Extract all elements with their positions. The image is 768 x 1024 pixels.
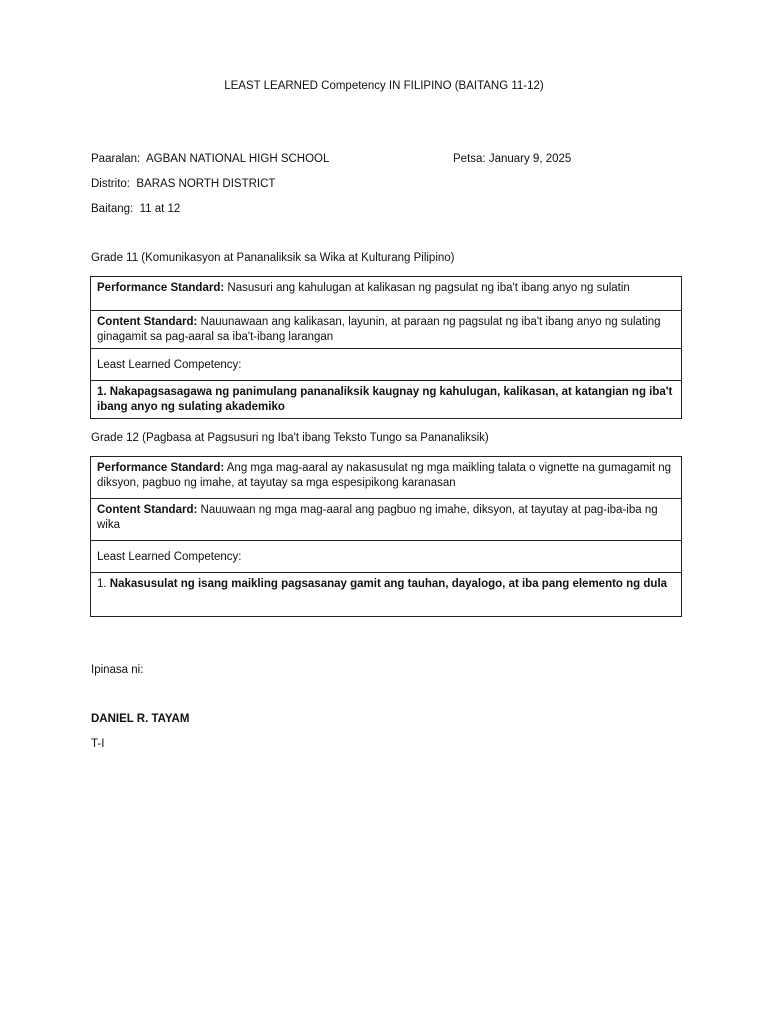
document-title: LEAST LEARNED Competency IN FILIPINO (BAITANG 11-12) (224, 80, 544, 92)
grade11-content-text: Nauunawaan ang kalikasan, layunin, at paraan ng pagsulat ng iba't ibang anyo ng sulating ginagamit sa pag-aaral sa iba't-ibang larangan (97, 316, 661, 343)
grade-level-value: 11 at 12 (139, 203, 181, 215)
grade11-llc-header-row (91, 349, 682, 381)
district-line (91, 178, 275, 190)
grade11-content-label: Content Standard: (97, 316, 198, 328)
grade11-performance-text: Nasusuri ang kahulugan at kalikasan ng pagsulat ng iba't ibang anyo ng sulatin (227, 282, 630, 294)
signatory-position: T-I (91, 738, 105, 750)
grade11-llc-item: 1. Nakapagsasagawa ng panimulang pananaliksik kaugnay ng kahulugan, kalikasan, at katangian ng iba't ibang anyo ng sulating akademiko (97, 386, 673, 413)
grade12-llc-header-row (91, 541, 682, 573)
date-value: January 9, 2025 (488, 153, 572, 165)
grade12-content-row (91, 499, 682, 541)
grade11-performance-label: Performance Standard: (97, 282, 225, 294)
grade11-standards-table (90, 276, 682, 419)
grade12-content-text: Nauuwaan ng mga mag-aaral ang pagbuo ng imahe, diksyon, at tayutay at pag-iba-iba ng wika (97, 504, 658, 531)
school-value: AGBAN NATIONAL HIGH SCHOOL (146, 153, 330, 165)
grade12-performance-row (91, 457, 682, 499)
grade11-llc-label: Least Learned Competency: (97, 358, 242, 371)
grade12-llc-item-row (91, 573, 682, 617)
signatory-name: DANIEL R. TAYAM (91, 713, 190, 725)
date-label: Petsa: (453, 153, 486, 165)
grade11-performance-row (91, 277, 682, 311)
grade11-caption: Grade 11 (Komunikasyon at Pananaliksik sa Wika at Kulturang Pilipino) (91, 252, 455, 264)
grade12-content-label: Content Standard: (97, 504, 198, 516)
grade11-content-row (91, 311, 682, 349)
grade12-llc-label: Least Learned Competency: (97, 550, 242, 563)
grade11-llc-item-row (91, 381, 682, 419)
district-value: BARAS NORTH DISTRICT (136, 178, 276, 190)
grade-level-label: Baitang: (91, 203, 134, 215)
grade12-performance-text: Ang mga mag-aaral ay nakasusulat ng mga maikling talata o vignette na gumagamit ng diksyon, pagbuo ng imahe, at tayutay sa mga espesipikong karanasan (97, 462, 672, 489)
date-line (453, 153, 571, 165)
district-label: Distrito: (91, 178, 130, 190)
school-label: Paaralan: (91, 153, 141, 165)
grade12-llc-number: 1. (97, 578, 107, 590)
school-line (91, 153, 329, 165)
grade12-performance-label: Performance Standard: (97, 462, 225, 474)
grade12-standards-table (90, 456, 682, 617)
submitted-by-label: Ipinasa ni: (91, 664, 144, 676)
grade12-caption: Grade 12 (Pagbasa at Pagsusuri ng Iba't ibang Teksto Tungo sa Pananaliksik) (91, 432, 489, 444)
grade12-llc-item: Nakasusulat ng isang maikling pagsasanay gamit ang tauhan, dayalogo, at iba pang elemento ng dula (109, 578, 668, 590)
grade-level-line (91, 203, 180, 215)
